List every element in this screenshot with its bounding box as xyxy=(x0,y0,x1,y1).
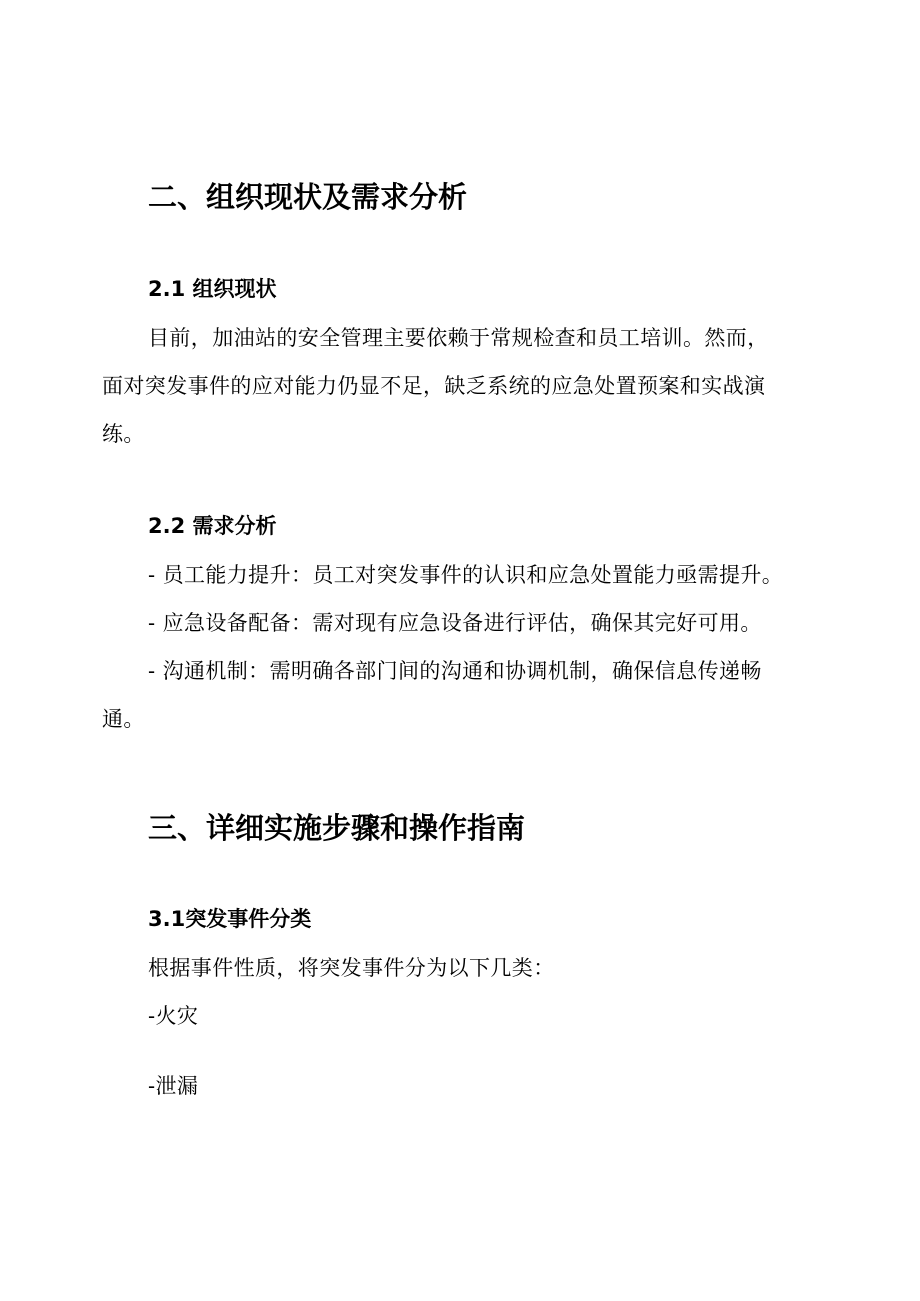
list-item: - 应急设备配备：需对现有应急设备进行评估，确保其完好可用。 xyxy=(148,611,762,635)
list-item: -泄漏 xyxy=(148,1074,199,1098)
list-item: - 沟通机制：需明确各部门间的沟通和协调机制，确保信息传递畅 xyxy=(148,659,762,683)
section-2-heading: 二、组织现状及需求分析 xyxy=(148,180,468,214)
paragraph-line: 练。 xyxy=(102,422,145,446)
list-item: - 员工能力提升：员工对突发事件的认识和应急处置能力亟需提升。 xyxy=(148,563,784,587)
paragraph-line: 根据事件性质，将突发事件分为以下几类： xyxy=(148,956,555,980)
section-3-1-heading: 3.1突发事件分类 xyxy=(148,907,312,931)
paragraph-line: 面对突发事件的应对能力仍显不足，缺乏系统的应急处置预案和实战演 xyxy=(102,374,766,398)
section-2-1-heading: 2.1 组织现状 xyxy=(148,277,277,301)
list-item: -火灾 xyxy=(148,1004,199,1028)
list-item-continuation: 通。 xyxy=(102,707,145,731)
section-2-2-heading: 2.2 需求分析 xyxy=(148,514,277,538)
section-3-heading: 三、详细实施步骤和操作指南 xyxy=(148,811,526,845)
paragraph-line: 目前，加油站的安全管理主要依赖于常规检查和员工培训。然而， xyxy=(148,326,769,350)
